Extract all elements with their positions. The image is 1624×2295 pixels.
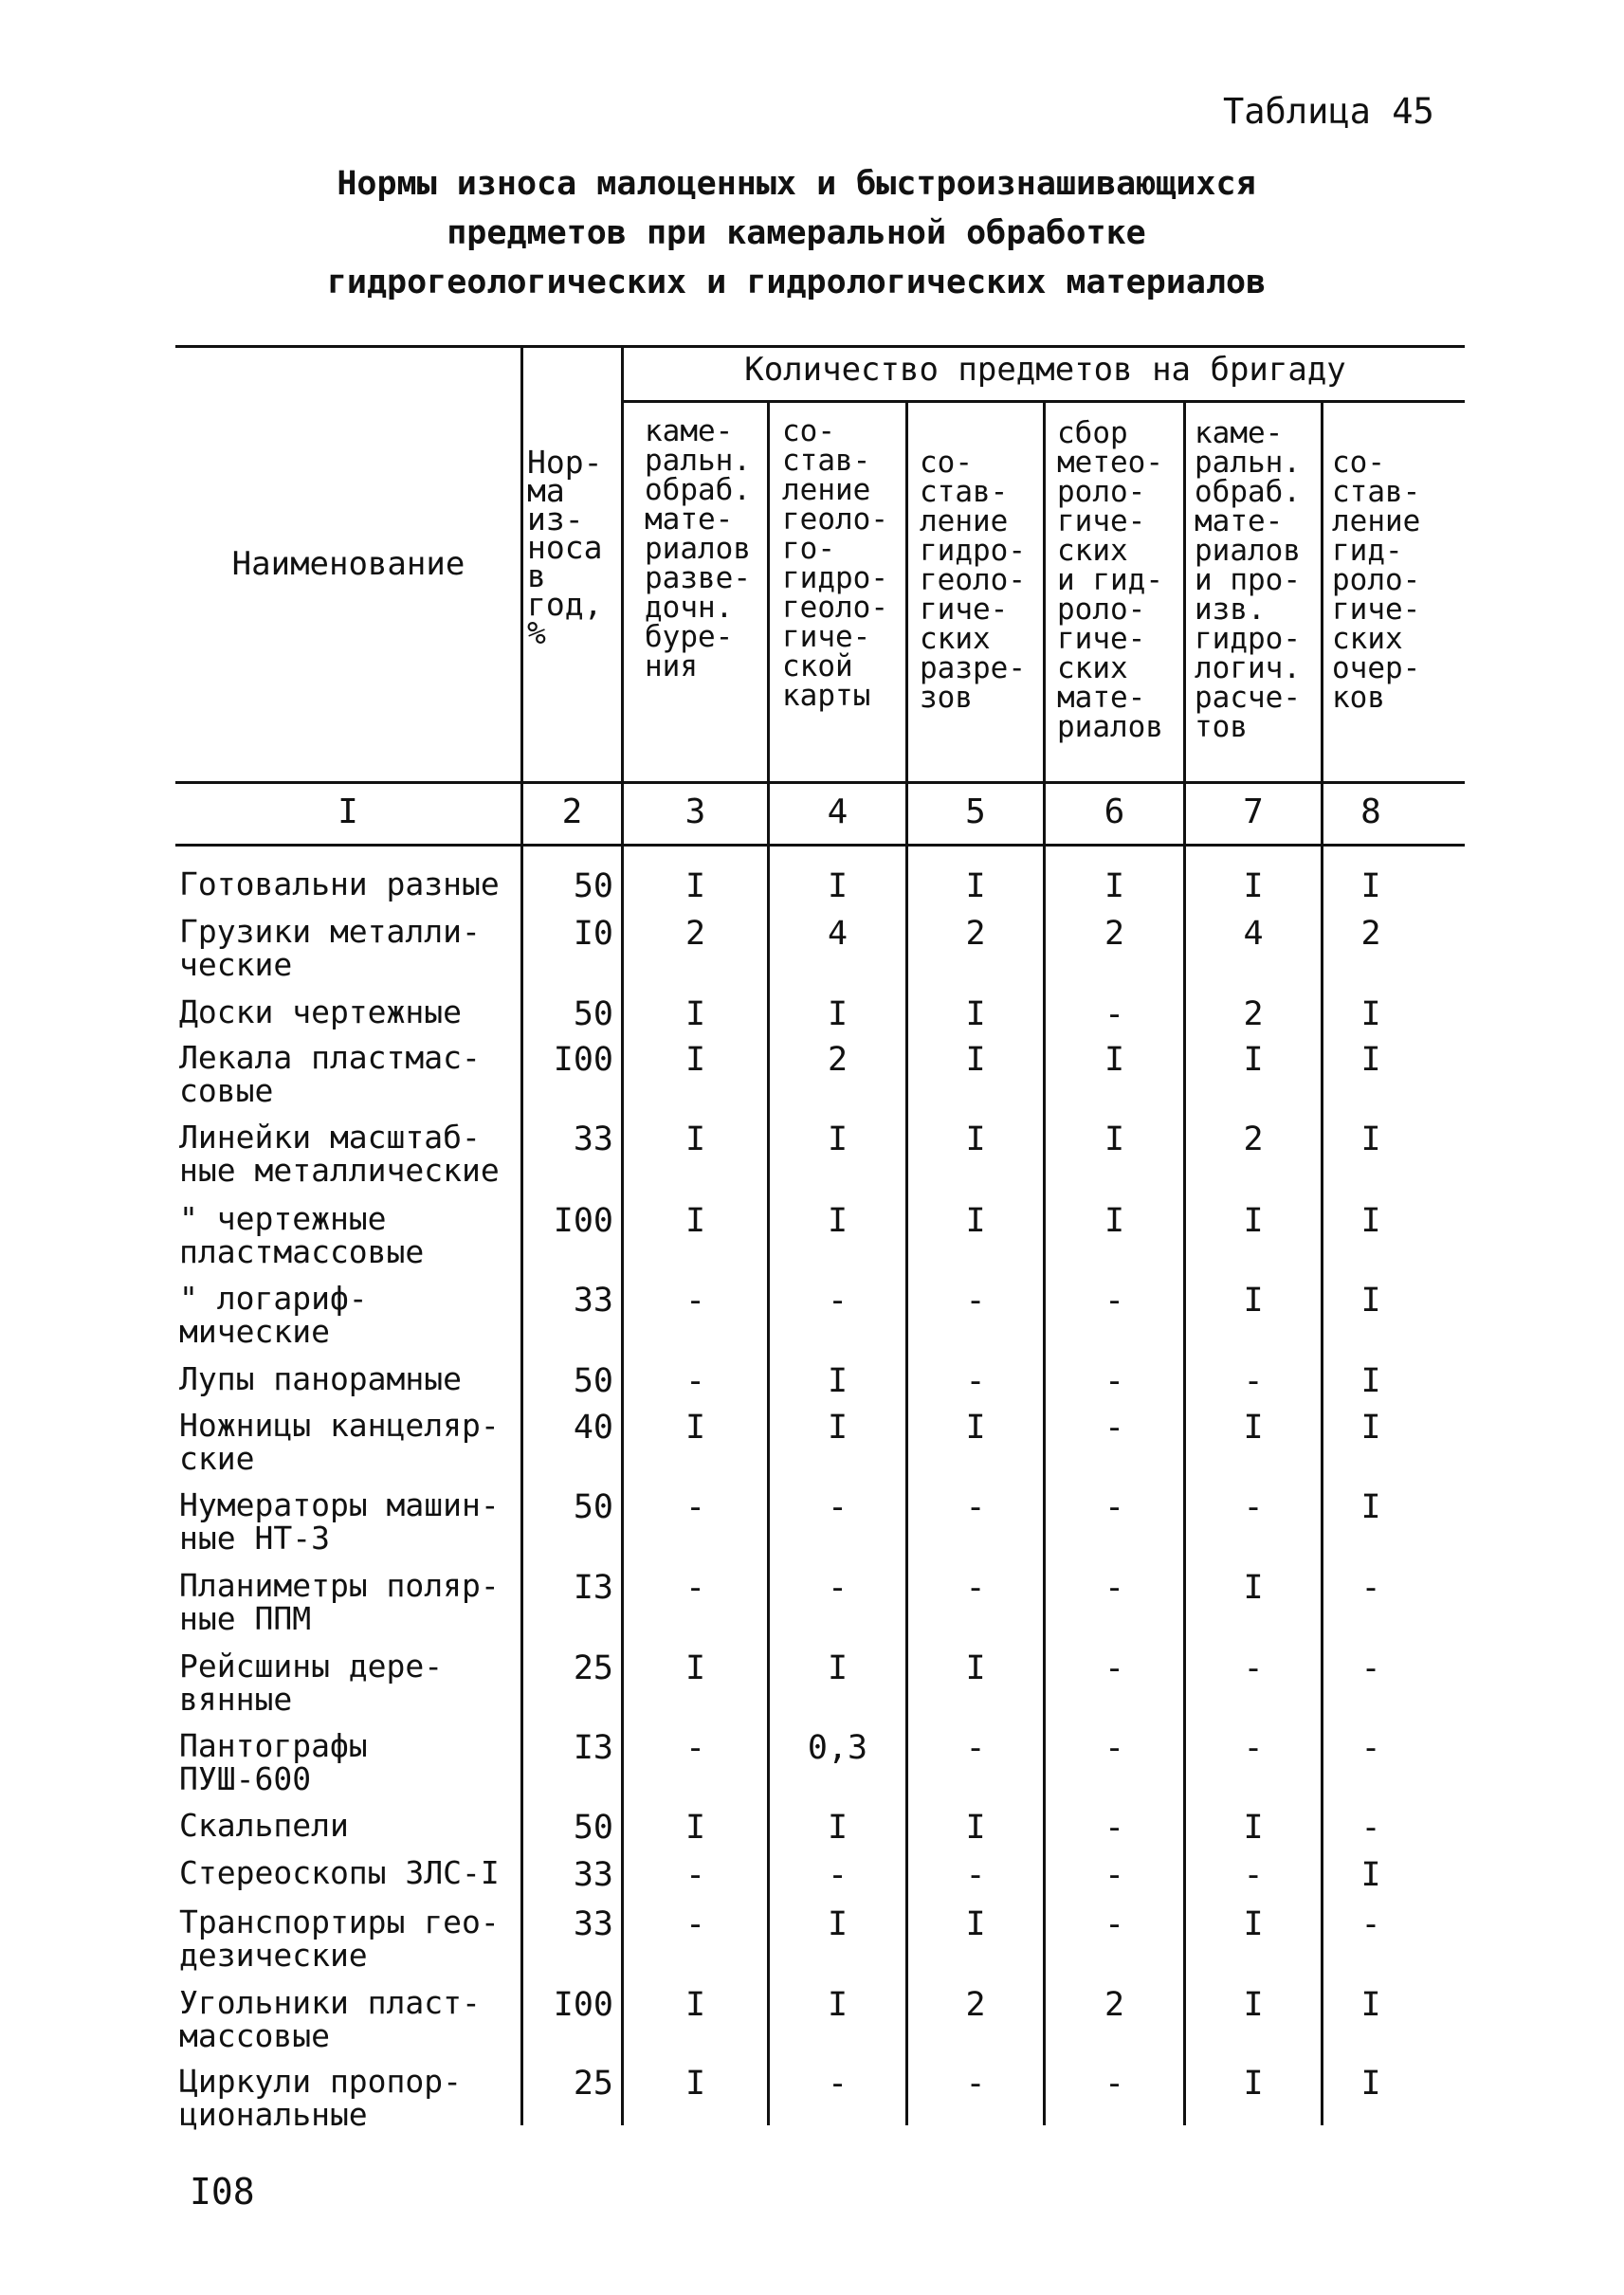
row-value: I: [1243, 2065, 1264, 2103]
row-name-line: дезические: [179, 1937, 368, 1974]
row-value: -: [965, 1488, 986, 1526]
header-line: карты: [782, 679, 871, 713]
column-header-name: Наименование: [231, 545, 465, 583]
column-header-3: [645, 414, 751, 683]
row-value: -: [1243, 1729, 1264, 1767]
row-value: -: [684, 1729, 706, 1767]
row-value: 2: [1243, 1120, 1264, 1158]
row-name-line: ные металлические: [179, 1152, 500, 1189]
header-line: со-: [920, 446, 973, 480]
table-number: Таблица 45: [1223, 91, 1434, 132]
row-value: -: [1360, 1905, 1381, 1943]
row-value: -: [965, 1569, 986, 1607]
row-value: I: [965, 1649, 986, 1687]
row-value: -: [1104, 995, 1125, 1033]
row-value: I: [1243, 1409, 1264, 1447]
row-value: -: [1360, 1649, 1381, 1687]
row-name: [179, 1488, 516, 1555]
header-line: разре-: [920, 651, 1026, 685]
row-value: I: [827, 1202, 848, 1240]
row-norma: 50: [573, 1362, 613, 1400]
row-name-line: массовые: [179, 2017, 330, 2054]
row-value: I: [1243, 1202, 1264, 1240]
row-norma: I00: [553, 1202, 613, 1240]
row-value: I: [1104, 1120, 1125, 1158]
row-value: 2: [684, 915, 706, 953]
row-value: I: [965, 1809, 986, 1847]
header-line: Нор-: [527, 444, 603, 481]
header-line: гиче-: [1332, 592, 1421, 627]
row-norma: 50: [573, 995, 613, 1033]
row-name-line: Циркули пропор-: [179, 2063, 463, 2100]
row-value: I: [684, 1409, 706, 1447]
header-line: расче-: [1195, 681, 1301, 715]
row-value: 4: [1243, 915, 1264, 953]
header-line: ление: [920, 504, 1009, 538]
header-line: ния: [645, 649, 698, 683]
header-line: год,: [527, 586, 603, 623]
header-line: ских: [1057, 534, 1128, 568]
row-name: [179, 1649, 516, 1716]
header-line: гиче-: [782, 620, 871, 654]
row-value: I: [827, 1409, 848, 1447]
header-line: сбор: [1057, 416, 1128, 450]
row-value: I: [1360, 1409, 1381, 1447]
header-line: обраб.: [645, 473, 751, 507]
row-value: I: [965, 1202, 986, 1240]
column-number: 5: [965, 792, 986, 831]
row-name-line: ПУШ-600: [179, 1760, 312, 1797]
header-line: ских: [920, 622, 991, 656]
row-name-line: Ножницы канцеляр-: [179, 1407, 500, 1444]
row-norma: 33: [573, 1282, 613, 1320]
row-value: I: [1104, 867, 1125, 905]
row-name-line: Стереоскопы ЗЛС-I: [179, 1854, 500, 1891]
row-value: I: [1104, 1202, 1125, 1240]
header-line: логич.: [1195, 651, 1301, 685]
row-value: I: [1360, 867, 1381, 905]
row-norma: 33: [573, 1905, 613, 1943]
row-value: I: [827, 1905, 848, 1943]
header-line: разве-: [645, 561, 751, 595]
header-line: гиче-: [1057, 504, 1146, 538]
row-value: I: [684, 1120, 706, 1158]
header-line: очер-: [1332, 651, 1421, 685]
row-name: [179, 1409, 516, 1475]
row-value: I: [965, 1120, 986, 1158]
row-norma: 50: [573, 1809, 613, 1847]
row-value: -: [1104, 1729, 1125, 1767]
row-name-line: совые: [179, 1072, 274, 1109]
row-value: -: [1104, 1362, 1125, 1400]
row-name: [179, 1202, 516, 1268]
header-line: зов: [920, 681, 973, 715]
row-value: I: [1360, 1041, 1381, 1079]
row-name-line: Рейсшины дере-: [179, 1648, 444, 1685]
row-value: I: [1360, 995, 1381, 1033]
header-line: носа: [527, 529, 603, 566]
row-value: I: [1360, 1362, 1381, 1400]
row-value: -: [1104, 1488, 1125, 1526]
row-value: 2: [965, 1986, 986, 2024]
row-value: -: [827, 2065, 848, 2103]
row-name: [179, 1905, 516, 1972]
row-norma: I3: [573, 1729, 613, 1767]
row-value: -: [1104, 1856, 1125, 1894]
row-value: -: [827, 1282, 848, 1320]
row-name-line: Доски чертежные: [179, 993, 463, 1030]
row-value: I: [1243, 1569, 1264, 1607]
row-value: -: [684, 1905, 706, 1943]
row-value: I: [827, 1986, 848, 2024]
header-line: гидро-: [920, 534, 1026, 568]
row-name: [179, 2065, 516, 2131]
header-line: ских: [1332, 622, 1403, 656]
column-divider: [520, 345, 523, 2125]
header-line: каме-: [1195, 416, 1284, 450]
row-value: I: [1104, 1041, 1125, 1079]
row-name: [179, 1362, 516, 1395]
row-name-line: ческие: [179, 946, 293, 983]
row-value: I: [1360, 1120, 1381, 1158]
header-line: ление: [782, 473, 871, 507]
header-line: риалов: [1057, 710, 1163, 744]
header-line: риалов: [1195, 534, 1301, 568]
row-name-line: вянные: [179, 1681, 293, 1718]
row-value: -: [1104, 1282, 1125, 1320]
header-line: ма: [527, 472, 565, 509]
row-value: I: [965, 867, 986, 905]
header-line: гидро-: [782, 561, 888, 595]
row-value: I: [1360, 1282, 1381, 1320]
row-value: -: [827, 1488, 848, 1526]
row-value: I: [965, 1041, 986, 1079]
row-value: -: [1360, 1809, 1381, 1847]
row-value: I: [1243, 1282, 1264, 1320]
header-line: изв.: [1195, 592, 1266, 627]
row-value: I: [684, 2065, 706, 2103]
row-name-line: Пантографы: [179, 1727, 368, 1764]
column-number: 8: [1360, 792, 1381, 831]
row-name: [179, 1856, 516, 1889]
row-value: I: [1243, 867, 1264, 905]
row-name-line: Линейки масштаб-: [179, 1119, 481, 1156]
column-header-7: [1195, 416, 1301, 744]
table-top-rule: [175, 345, 1465, 348]
row-name: [179, 1120, 516, 1187]
row-name-line: пластмассовые: [179, 1233, 425, 1270]
column-header-4: [782, 414, 888, 713]
column-number: 2: [561, 792, 583, 831]
row-name: [179, 1809, 516, 1842]
row-value: -: [1243, 1362, 1264, 1400]
row-value: -: [965, 1856, 986, 1894]
row-value: -: [965, 1282, 986, 1320]
header-bottom-rule: [175, 781, 1465, 784]
row-name-line: Угольники пласт-: [179, 1984, 481, 2021]
row-name: [179, 915, 516, 981]
row-value: I: [1360, 2065, 1381, 2103]
header-line: буре-: [645, 620, 734, 654]
header-line: став-: [920, 475, 1009, 509]
header-line: мате-: [1057, 681, 1146, 715]
row-value: I: [684, 1041, 706, 1079]
row-value: I: [1243, 1905, 1264, 1943]
row-norma: 25: [573, 2065, 613, 2103]
header-line: ской: [782, 649, 853, 683]
table-caption: [284, 159, 1308, 307]
row-value: -: [1243, 1856, 1264, 1894]
header-line: став-: [1332, 475, 1421, 509]
row-name-line: ные НТ-3: [179, 1520, 330, 1557]
caption-line: гидрогеологических и гидрологических материалов: [326, 264, 1267, 301]
row-value: -: [965, 2065, 986, 2103]
row-value: -: [965, 1729, 986, 1767]
row-name-line: Нумераторы машин-: [179, 1486, 500, 1523]
row-value: I: [684, 1809, 706, 1847]
row-value: -: [965, 1362, 986, 1400]
header-line: мате-: [1195, 504, 1284, 538]
header-line: роло-: [1332, 563, 1421, 597]
row-norma: I00: [553, 1041, 613, 1079]
row-name-line: Грузики металли-: [179, 913, 481, 950]
column-number: I: [338, 792, 358, 831]
header-line: геоло-: [920, 563, 1026, 597]
row-value: I: [1360, 1856, 1381, 1894]
header-line: обраб.: [1195, 475, 1301, 509]
row-value: I: [684, 995, 706, 1033]
row-name-line: Готовальни разные: [179, 865, 500, 902]
row-name: [179, 867, 516, 901]
header-line: и про-: [1195, 563, 1301, 597]
row-norma: I00: [553, 1986, 613, 2024]
header-line: роло-: [1057, 592, 1146, 627]
row-name-line: Лупы панорамные: [179, 1360, 463, 1397]
row-value: -: [1104, 1905, 1125, 1943]
row-value: -: [684, 1856, 706, 1894]
row-name-line: " логариф-: [179, 1280, 368, 1317]
column-header-norma: [527, 444, 622, 651]
row-value: -: [684, 1282, 706, 1320]
column-group-header: Количество предметов на бригаду: [744, 351, 1346, 389]
row-value: -: [1243, 1488, 1264, 1526]
row-value: 4: [827, 915, 848, 953]
row-value: I: [965, 995, 986, 1033]
column-number: 6: [1104, 792, 1125, 831]
row-name: [179, 1282, 516, 1348]
header-line: ков: [1332, 681, 1385, 715]
row-norma: 50: [573, 1488, 613, 1526]
row-value: I: [827, 995, 848, 1033]
header-line: тов: [1195, 710, 1248, 744]
header-line: мате-: [645, 502, 734, 537]
row-value: -: [684, 1362, 706, 1400]
row-value: I: [684, 1202, 706, 1240]
row-value: 2: [1104, 915, 1125, 953]
header-line: став-: [782, 444, 871, 478]
row-name-line: циональные: [179, 2096, 368, 2133]
row-norma: 50: [573, 867, 613, 905]
row-value: 0,3: [807, 1729, 868, 1767]
column-header-5: [920, 448, 1026, 713]
header-line: в: [527, 557, 546, 594]
row-value: I: [827, 867, 848, 905]
numbers-bottom-rule: [175, 844, 1465, 847]
row-name: [179, 1729, 516, 1795]
row-name: [179, 995, 516, 1029]
row-value: I: [684, 867, 706, 905]
row-name: [179, 1041, 516, 1107]
row-name: [179, 1569, 516, 1635]
row-value: 2: [1360, 915, 1381, 953]
row-norma: 33: [573, 1120, 613, 1158]
row-value: -: [1104, 1809, 1125, 1847]
header-line: со-: [1332, 446, 1385, 480]
row-value: -: [1360, 1569, 1381, 1607]
row-value: I: [684, 1649, 706, 1687]
row-name-line: " чертежные: [179, 1200, 387, 1237]
row-value: 2: [1243, 995, 1264, 1033]
row-value: I: [827, 1120, 848, 1158]
header-line: метео-: [1057, 446, 1163, 480]
row-value: I: [827, 1809, 848, 1847]
row-name-line: Планиметры поляр-: [179, 1567, 500, 1604]
row-value: -: [684, 1569, 706, 1607]
row-norma: 40: [573, 1409, 613, 1447]
row-value: -: [827, 1856, 848, 1894]
header-line: риалов: [645, 532, 751, 566]
row-norma: 33: [573, 1856, 613, 1894]
row-value: I: [827, 1362, 848, 1400]
row-name-line: Скальпели: [179, 1807, 349, 1844]
header-line: каме-: [645, 414, 734, 448]
row-value: -: [1104, 1569, 1125, 1607]
row-name-line: Транспортиры гео-: [179, 1903, 500, 1940]
row-value: I: [965, 1409, 986, 1447]
header-line: гидро-: [1195, 622, 1301, 656]
row-value: I: [1243, 1809, 1264, 1847]
column-number: 4: [827, 792, 848, 831]
row-name-line: ские: [179, 1440, 255, 1477]
column-number: 3: [684, 792, 706, 831]
row-norma: I3: [573, 1569, 613, 1607]
row-value: -: [1243, 1649, 1264, 1687]
header-line: го-: [782, 532, 835, 566]
row-name-line: мические: [179, 1313, 330, 1350]
caption-line: предметов при камеральной обработке: [447, 214, 1146, 252]
header-line: ральн.: [1195, 446, 1301, 480]
row-value: -: [1360, 1729, 1381, 1767]
row-value: I: [1360, 1202, 1381, 1240]
row-value: -: [827, 1569, 848, 1607]
row-value: I: [684, 1986, 706, 2024]
header-line: гиче-: [1057, 622, 1146, 656]
row-value: I: [1360, 1488, 1381, 1526]
header-line: гиче-: [920, 592, 1009, 627]
header-line: дочн.: [645, 591, 734, 625]
header-line: гид-: [1332, 534, 1403, 568]
row-value: I: [1360, 1986, 1381, 2024]
header-line: со-: [782, 414, 835, 448]
row-norma: I0: [573, 915, 613, 953]
row-value: -: [1104, 2065, 1125, 2103]
header-line: из-: [527, 501, 584, 537]
header-line: %: [527, 614, 546, 651]
header-line: ление: [1332, 504, 1421, 538]
row-value: 2: [1104, 1986, 1125, 2024]
header-line: ских: [1057, 651, 1128, 685]
row-value: -: [684, 1488, 706, 1526]
row-name-line: ные ППМ: [179, 1600, 312, 1637]
header-line: и гид-: [1057, 563, 1163, 597]
column-header-6: [1057, 416, 1163, 744]
header-line: роло-: [1057, 475, 1146, 509]
row-value: I: [965, 1905, 986, 1943]
header-line: ральн.: [645, 444, 751, 478]
row-value: -: [1104, 1409, 1125, 1447]
column-number: 7: [1243, 792, 1264, 831]
row-norma: 25: [573, 1649, 613, 1687]
row-value: I: [827, 1649, 848, 1687]
row-value: -: [1104, 1649, 1125, 1687]
row-name: [179, 1986, 516, 2052]
header-line: геоло-: [782, 591, 888, 625]
row-value: I: [1243, 1041, 1264, 1079]
row-name-line: Лекала пластмас-: [179, 1039, 481, 1076]
row-value: I: [1243, 1986, 1264, 2024]
page-number: I08: [190, 2171, 255, 2213]
caption-line: Нормы износа малоценных и быстроизнашивающихся: [337, 165, 1256, 203]
row-value: 2: [965, 915, 986, 953]
column-header-8: [1332, 448, 1420, 713]
row-value: 2: [827, 1041, 848, 1079]
header-line: геоло-: [782, 502, 888, 537]
